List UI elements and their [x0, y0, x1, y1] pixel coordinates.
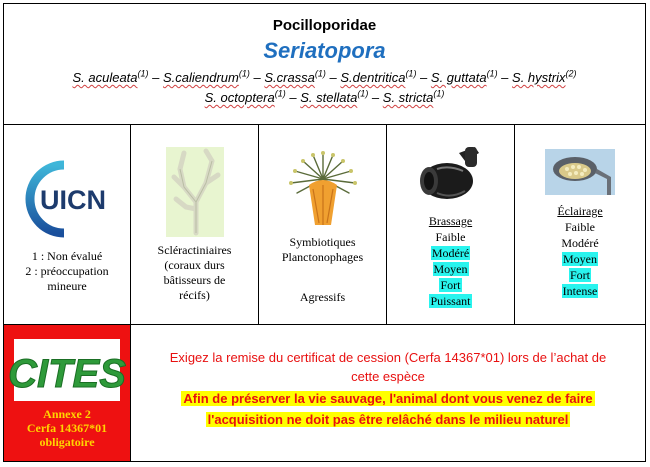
type-line3: bâtisseurs de [163, 273, 226, 287]
eclairage-level-list [515, 219, 645, 299]
cites-line3: obligatoire [39, 435, 95, 449]
uicn-line1: 1 : Non évalué [31, 249, 103, 263]
temperament-text: Agressifs [299, 290, 346, 304]
brassage-cell [387, 125, 515, 324]
uicn-logo-icon [18, 159, 118, 239]
uicn-cell [4, 125, 131, 324]
species-list-line1 [4, 68, 645, 88]
eclairage-levels [515, 203, 645, 299]
certificate-notice-line1: Exigez la remise du certificat de cession (Cerfa 14367*01) lors de l’achat de [169, 350, 607, 365]
coral-type-cell [131, 125, 259, 324]
level-item: Moyen [563, 252, 597, 266]
species-ref: (1) [433, 88, 445, 99]
notice-cell [131, 325, 645, 461]
species-separator: – [416, 70, 431, 85]
species-ref: (1) [405, 68, 417, 79]
level-item: Modéré [431, 246, 470, 260]
uicn-status [4, 249, 130, 294]
level-item: Puissant [430, 294, 471, 308]
species-ref: (2) [565, 68, 577, 79]
level-item: Modéré [561, 236, 599, 250]
lamp-icon [545, 149, 615, 195]
release-warning-line2: l'acquisition ne doit pas être relâché dans le milieu naturel [207, 412, 569, 427]
species-separator: – [148, 70, 163, 85]
type-line2: (coraux durs [164, 258, 225, 272]
cites-line2: Cerfa 14367*01 [26, 421, 108, 435]
feeding-line2: Planctonophages [281, 250, 364, 264]
cites-logo-text: CITES [8, 352, 126, 396]
eclairage-title: Éclairage [557, 204, 603, 218]
info-row [4, 125, 645, 325]
feeding-line1: Symbiotiques [289, 235, 356, 249]
level-item: Faible [435, 230, 466, 244]
species-ref: (1) [238, 68, 250, 79]
brassage-level-list [387, 229, 514, 309]
type-line4: récifs) [179, 288, 210, 302]
regulation-row [4, 325, 645, 461]
polyp-icon [283, 149, 363, 229]
species-separator: – [325, 70, 341, 85]
species-name: S. stellata [300, 90, 358, 105]
uicn-line2: 2 : préoccupation [25, 264, 109, 278]
uicn-logo-text: UICN [40, 185, 106, 215]
cites-caption [4, 407, 130, 449]
level-item: Fort [569, 268, 590, 282]
species-list-line2 [4, 88, 645, 108]
species-name: S. octoptera [204, 90, 275, 105]
brassage-title: Brassage [428, 214, 473, 228]
species-separator: – [249, 70, 265, 85]
level-item: Fort [440, 278, 461, 292]
certificate-notice-line2: cette espèce [351, 369, 425, 384]
feeding-text [259, 235, 386, 265]
coral-type-text [131, 243, 258, 303]
cites-logo-icon [8, 339, 126, 401]
feeding-cell [259, 125, 387, 324]
eclairage-cell [515, 125, 645, 324]
species-ref: (1) [357, 88, 369, 99]
species-name: S. guttata [430, 70, 487, 85]
family-name: Pocilloporidae [272, 17, 377, 34]
species-ref: (1) [274, 88, 286, 99]
species-name: S. hystrix [512, 70, 566, 85]
level-item: Faible [565, 220, 595, 234]
genus-name: Seriatopora [263, 38, 386, 63]
species-separator: – [368, 90, 383, 105]
uicn-line3: mineure [47, 279, 87, 293]
species-ref: (1) [486, 68, 498, 79]
species-name: S.caliendrum [163, 70, 239, 85]
species-header [4, 4, 645, 125]
branching-coral-icon [166, 147, 224, 237]
type-line1: Scléractiniaires [157, 243, 232, 257]
species-name: S. aculeata [72, 70, 138, 85]
species-name: S.dentritica [340, 70, 406, 85]
species-ref: (1) [137, 68, 149, 79]
level-item: Intense [562, 284, 598, 298]
species-name: S.crassa [264, 70, 315, 85]
cites-cell [4, 325, 131, 461]
cites-line1: Annexe 2 [43, 407, 91, 421]
level-item: Moyen [433, 262, 468, 276]
species-separator: – [285, 90, 301, 105]
release-warning-line1: Afin de préserver la vie sauvage, l'animal dont vous venez de faire [183, 391, 593, 406]
brassage-levels [387, 213, 514, 309]
species-name: S. stricta [382, 90, 434, 105]
species-ref: (1) [314, 68, 326, 79]
wave-pump-icon [415, 145, 487, 207]
species-separator: – [497, 70, 513, 85]
species-sheet [3, 3, 646, 462]
